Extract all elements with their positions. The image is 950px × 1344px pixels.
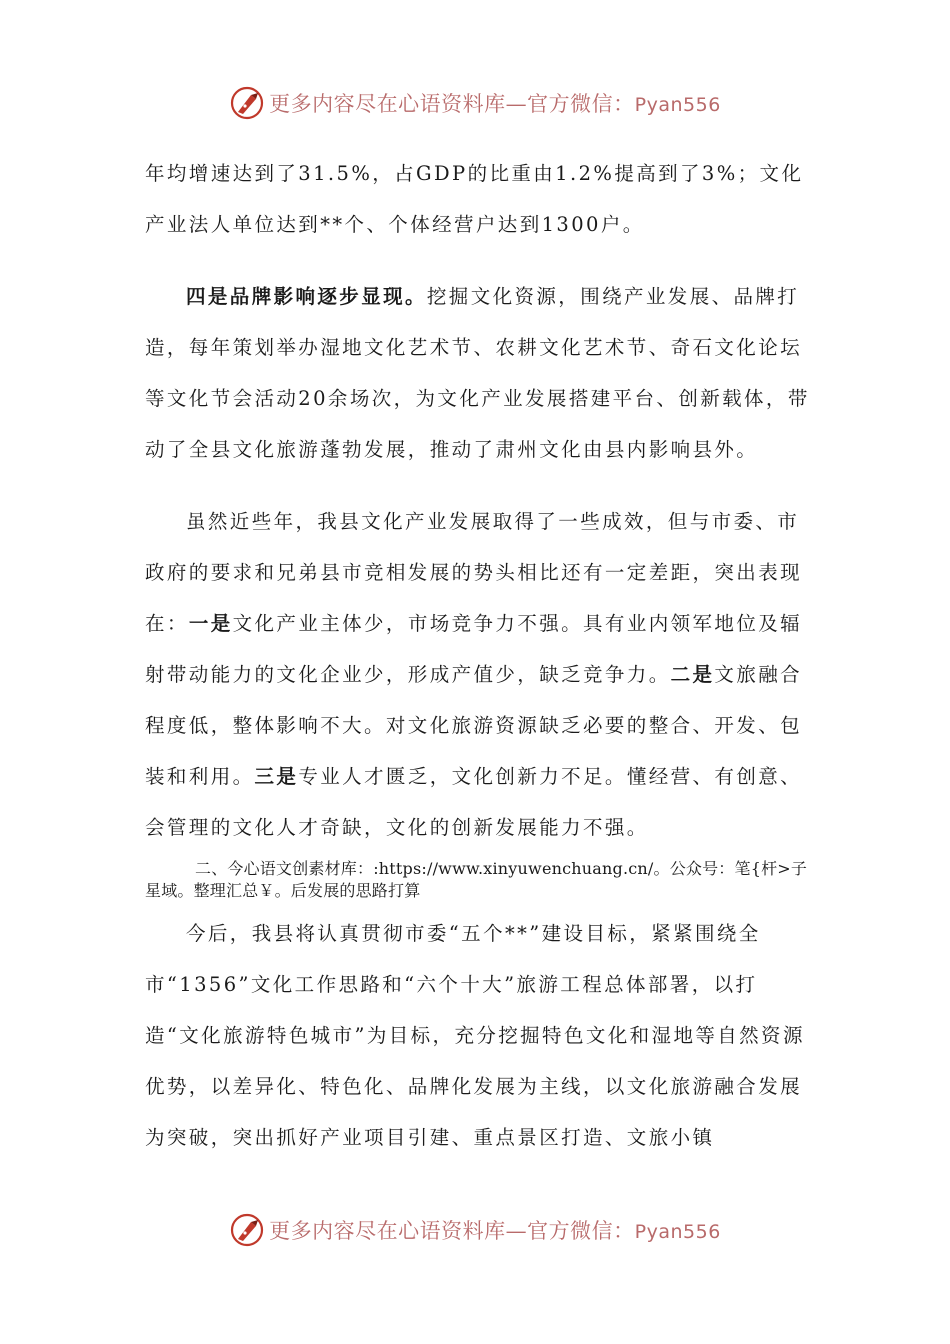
paragraph-brand-influence (145, 271, 813, 475)
header-banner (0, 83, 950, 123)
shortcoming-1-label: 一是 (188, 612, 233, 635)
document-body (145, 148, 813, 1163)
section-heading-2-text: 二、今心语文创素材库：:https://www.xinyuwenchuang.cn/。公众号：笔{杆>子星域。整理汇总￥。后发展的思路打算 (145, 859, 808, 900)
pen-nib-logo-icon (229, 1212, 265, 1248)
shortcoming-3-text: 专业人才匮乏，文化创新力不足。懂经营、有创意、会管理的文化人才奇缺，文化的创新发展能力不强。 (145, 765, 803, 839)
footer-banner-wechat-id: Pyan556 (634, 1221, 721, 1243)
section-heading-2 (145, 858, 813, 902)
shortcoming-2-label: 二是 (670, 663, 715, 686)
footer-banner-text (269, 1215, 721, 1245)
shortcoming-2-text: 文旅融合程度低，整体影响不大。对文化旅游资源缺乏必要的整合、开发、包装和利用。 (145, 663, 803, 788)
paragraph-shortcomings (145, 496, 813, 853)
pen-nib-logo-icon (229, 85, 265, 121)
brand-influence-body: 挖掘文化资源，围绕产业发展、品牌打造，每年策划举办湿地文化艺术节、农耕文化艺术节、奇石文化论坛等文化节会活动20余场次，为文化产业发展搭建平台、创新载体，带动了全县文化旅游蓬勃发展，推动了肃州文化由县内影响县外。 (145, 285, 810, 461)
header-banner-cn: 更多内容尽在心语资料库—官方微信： (269, 92, 635, 116)
header-banner-text (269, 88, 721, 118)
shortcoming-1-text: 文化产业主体少，市场竞争力不强。具有业内领军地位及辐射带动能力的文化企业少，形成产值少，缺乏竞争力。 (145, 612, 803, 686)
footer-banner (0, 1210, 950, 1250)
brand-influence-lead: 四是品牌影响逐步显现。 (186, 285, 427, 308)
shortcoming-3-label: 三是 (254, 765, 299, 788)
header-banner-wechat-id: Pyan556 (634, 94, 721, 116)
shortcomings-intro: 虽然近些年，我县文化产业发展取得了一些成效，但与市委、市政府的要求和兄弟县市竞相发展的势头相比还有一定差距，突出表现在： (145, 510, 803, 635)
future-plan-text: 今后，我县将认真贯彻市委“五个**”建设目标，紧紧围绕全市“1356”文化工作思路和“六个十大”旅游工程总体部署，以打造“文化旅游特色城市”为目标，充分挖掘特色文化和湿地等自然资源优势，以差异化、特色化、品牌化发展为主线，以文化旅游融合发展为突破，突出抓好产业项目引建、重点景区打造、文旅小镇 (145, 922, 805, 1149)
paragraph-future-plan (145, 908, 813, 1163)
paragraph-growth-stats: 年均增速达到了31.5%，占GDP的比重由1.2%提高到了3%；文化产业法人单位达到**个、个体经营户达到1300户。 (145, 162, 804, 236)
footer-banner-cn: 更多内容尽在心语资料库—官方微信： (269, 1219, 635, 1243)
